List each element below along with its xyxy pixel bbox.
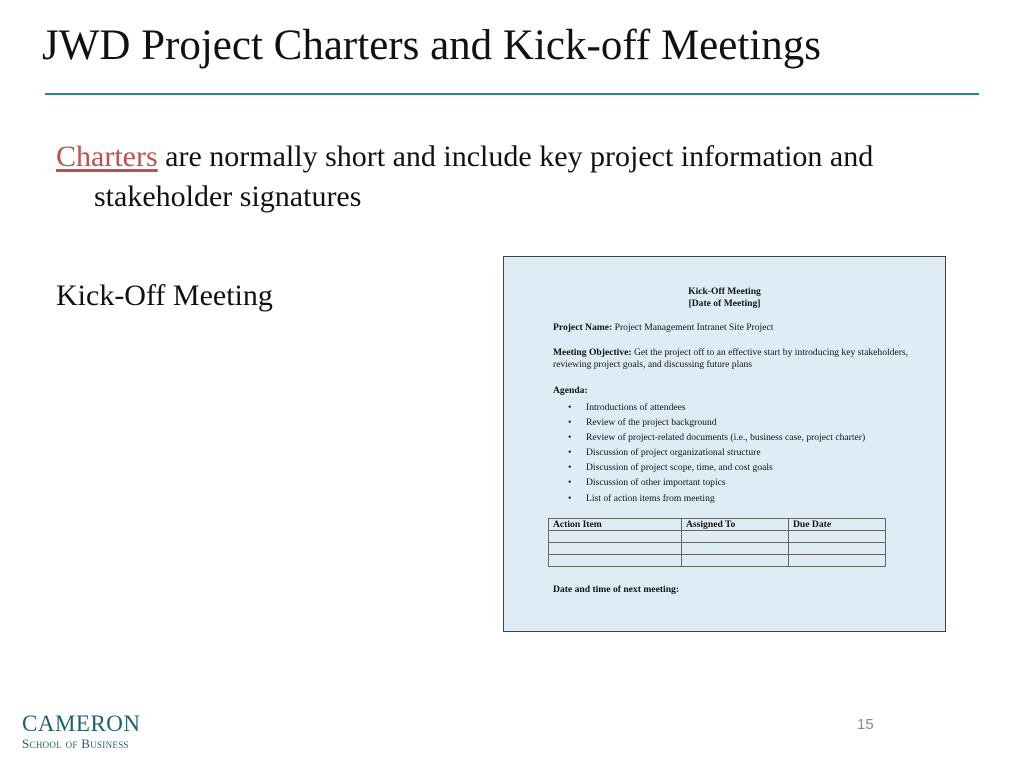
slide-title: JWD Project Charters and Kick-off Meetings xyxy=(42,22,821,69)
logo-main-text: CAMERON xyxy=(22,711,141,736)
agenda-item: • Discussion of project organizational structure xyxy=(568,447,761,459)
charters-link[interactable]: Charters xyxy=(56,140,158,173)
table-row xyxy=(549,555,886,567)
logo-sub-text: School of Business xyxy=(22,736,129,751)
column-header-action-item: Action Item xyxy=(549,519,682,531)
table-header-row xyxy=(549,519,886,531)
meeting-objective-value: Get the project off to an effective start by introducing key stakeholders, reviewing project goals, and discussing future plans xyxy=(553,347,909,370)
agenda-item: • Discussion of project scope, time, and cost goals xyxy=(568,462,773,474)
meeting-objective-label: Meeting Objective: xyxy=(553,347,632,358)
charters-bullet xyxy=(56,137,934,217)
table-row xyxy=(549,543,886,555)
agenda-item: • Review of the project background xyxy=(568,417,717,429)
meeting-objective-line xyxy=(553,347,913,371)
agenda-label: Agenda: xyxy=(553,385,588,396)
agenda-item: • Introductions of attendees xyxy=(568,402,686,413)
column-header-due-date: Due Date xyxy=(789,519,886,531)
next-meeting-label: Date and time of next meeting: xyxy=(553,584,680,595)
agenda-item: • Review of project-related documents (i.e., business case, project charter) xyxy=(568,432,866,444)
kickoff-meeting-document xyxy=(503,256,946,632)
project-name-line xyxy=(553,322,913,334)
kickoff-meeting-label: Kick-Off Meeting xyxy=(56,279,273,312)
column-header-assigned-to: Assigned To xyxy=(682,519,789,531)
agenda-item: • List of action items from meeting xyxy=(568,492,715,504)
charters-bullet-text: are normally short and include key project information and stakeholder signatures xyxy=(94,140,874,213)
document-date: [Date of Meeting] xyxy=(688,298,761,309)
document-heading xyxy=(504,286,945,310)
cameron-logo xyxy=(22,712,141,752)
page-number: 15 xyxy=(857,716,874,733)
title-divider xyxy=(45,93,979,95)
action-items-table xyxy=(548,518,886,567)
project-name-value: Project Management Intranet Site Project xyxy=(612,322,774,333)
agenda-item: • Discussion of other important topics xyxy=(568,477,726,489)
project-name-label: Project Name: xyxy=(553,322,613,333)
agenda-list xyxy=(563,400,865,506)
table-row xyxy=(549,531,886,543)
document-title: Kick-Off Meeting xyxy=(688,286,761,297)
